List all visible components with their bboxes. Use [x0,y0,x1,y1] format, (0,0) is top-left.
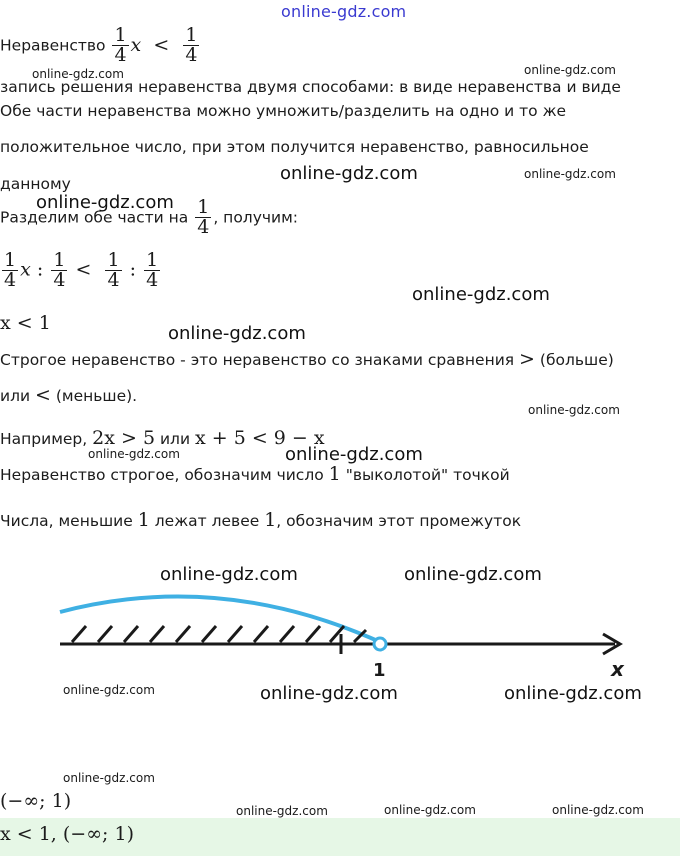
paragraph-line: запись решения неравенства двумя способами: в виде неравенства и виде [0,78,621,96]
divide-suffix: , получим: [213,208,299,227]
divide-prefix: Разделим обе части на [0,208,189,227]
watermark: online-gdz.com [260,683,398,704]
watermark: online-gdz.com [32,67,124,81]
interval-note: Числа, меньшие 1 лежат левее 1, обозначим этот промежуток [0,509,522,531]
number-line-diagram [0,590,680,690]
watermark: online-gdz.com [88,447,180,461]
watermark: online-gdz.com [524,63,616,77]
watermark: online-gdz.com [63,771,155,785]
strict-note: Неравенство строгое, обозначим число 1 "выколотой" точкой [0,463,510,485]
watermark: online-gdz.com [552,803,644,817]
watermark: online-gdz.com [36,192,174,213]
paragraph-line: Обе части неравенства можно умножить/разделить на одно и то же [0,102,567,120]
hatching [72,626,366,642]
watermark: online-gdz.com [504,683,642,704]
frac-den: 4 [197,216,210,238]
frac-den: 4 [114,44,127,66]
watermark: online-gdz.com [168,323,306,344]
paragraph-line: положительное число, при этом получится неравенство, равносильное [0,138,589,156]
frac-num: 1 [197,196,210,218]
axis-label: x [611,657,624,681]
frac-den: 4 [185,44,198,66]
var-x: x [130,33,142,56]
watermark: online-gdz.com [412,284,550,305]
watermark: online-gdz.com [280,163,418,184]
statement-prefix: Неравенство [0,36,106,55]
point-label: 1 [373,660,386,681]
frac-num: 1 [114,24,127,46]
frac-num: 1 [185,24,198,46]
final-answer: x < 1, (−∞; 1) [0,823,134,845]
watermark: online-gdz.com [285,444,423,465]
watermark: online-gdz.com [63,683,155,697]
lt-sign: < [153,33,170,56]
open-point [374,638,386,650]
strict-definition-2: или < (меньше). [0,384,138,406]
inequality-statement [0,26,201,65]
division-formula: $\frac{1}{4}$ x : $\frac{1}{4}$ < $\frac{1}{4}$ : $\frac{1}{4}$ [4,249,159,291]
interval-arc [60,597,380,642]
example-line: Например, 2x > 5 или x + 5 < 9 − x [0,427,325,449]
watermark: online-gdz.com [384,803,476,817]
strict-definition: Строгое неравенство - это неравенство со знаками сравнения > (больше) [0,348,614,370]
paragraph-line: данному [0,175,71,193]
watermark: online-gdz.com [404,564,542,585]
watermark: online-gdz.com [528,403,620,417]
interval-result: (−∞; 1) [0,790,72,812]
watermark: online-gdz.com [236,804,328,818]
site-header-link[interactable]: online-gdz.com [281,2,407,21]
result-formula: x < 1 [0,312,51,334]
watermark: online-gdz.com [160,564,298,585]
watermark: online-gdz.com [524,167,616,181]
inequality-formula [110,24,201,66]
